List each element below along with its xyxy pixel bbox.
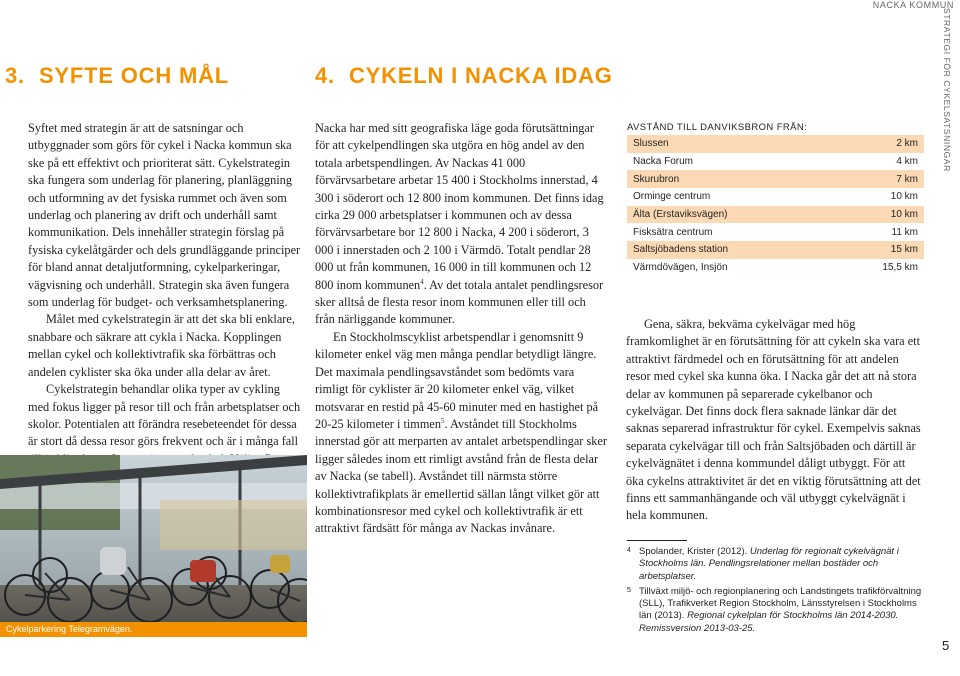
distance-cell: 7 km [896, 173, 918, 185]
footnote [627, 586, 927, 635]
distance-cell: 4 km [896, 156, 918, 168]
paragraph: Syftet med strategin är att de satsningar och utbyggnader som görs för cykel i Nacka kommun ska ske på ett effektivt och prioriterat sätt. Cykelstrategin ska fungera som underlag för planering, planläggning och utformning av det fysiska rummet och även som underlag och planering av drift och underhåll samt kommunikation. Dels innehåller strategin förslag på fysiska cykelåtgärder och dels grundläggande principer för bland annat detaljutformning, cykelparkeringar, vägvisning och underhåll. Strategin ska även fungera som underlag för budget- och verksamhetsplanering. [28, 121, 301, 310]
section-4-heading [315, 63, 613, 89]
table-row [627, 135, 924, 153]
section-4-body [315, 120, 607, 538]
distance-cell: 2 km [896, 138, 918, 150]
photo-caption: Cykelparkering Telegramvägen. [0, 622, 307, 637]
distance-table [627, 135, 924, 277]
table-row [627, 170, 924, 188]
section-number: 4. [315, 63, 335, 88]
place-cell: Orminge centrum [633, 191, 711, 203]
page-number: 5 [942, 638, 950, 653]
table-row [627, 188, 924, 206]
table-row [627, 241, 924, 259]
section-title: CYKELN I NACKA IDAG [348, 63, 613, 88]
table-row [627, 223, 924, 241]
distance-cell: 10 km [890, 209, 918, 221]
table-row [627, 259, 924, 277]
distance-cell: 15,5 km [882, 262, 918, 274]
publisher-label: NACKA KOMMUN [872, 0, 954, 10]
paragraph: Målet med cykelstrategin är att det ska bli enklare, snabbare och säkrare att cykla i Nacka. Kopplingen mellan cykel och kollektivtrafik ska förbättras och andelen cyklister ska öka under alla delar av året. [28, 312, 295, 379]
footnote-divider [627, 540, 687, 541]
footnote-number: 4 [627, 547, 631, 554]
footnote-ref[interactable]: 4 [420, 277, 424, 286]
footnotes [627, 546, 927, 638]
distance-cell: 11 km [891, 226, 918, 238]
paragraph: Gena, säkra, bekväma cykelvägar med hög framkomlighet är en förutsättning för att cykeln ska vara ett attraktivt färdmedel och en förutsättning för att andelen resor med cykel ska kunna öka. I Nacka går det att nå stora delar av kommunen på separerade cykelbanor och cykelvägar. Det finns dock flera saknade länkar där det saknas separerad infrastruktur för cykel. Exempelvis saknas separata cykelvägar till och från Saltsjöbaden och därtill är cykelvägnätet i denna kommundel dåligt utbyggt. För att öka cykelns attraktivitet är det en viktig förutsättning att det finns ett sammanhängande och väl utbyggt cykelvägnät i hela kommunen. [626, 317, 921, 523]
footnote [627, 546, 927, 583]
footnote-text: Spolander, Krister (2012). Underlag för regionalt cykelvägnät i Stockholms län. Pendlingsrelationer mellan bostäder och arbetsplatser. [639, 546, 899, 582]
distance-cell: 10 km [890, 191, 918, 203]
paragraph: En Stockholmscyklist arbetspendlar i genomsnitt 9 kilometer enkel väg men många pendlar betydligt längre. Det maximala pendlingsavståndet som bedömts vara rimligt för cyklister är 20 kilometer enkel väg, vilket motsvarar en restid på 45-60 minuter med en hastighet på 20-25 kilometer i timmen$^5$. Avståndet till Stockholms innerstad gör att merparten av antalet arbetspendlingar sker ligger således inom ett rimligt avstånd från de flesta delar av Nacka (se tabell). Avståndet till närmsta större kollektivtrafikplats är emellertid sällan långt vilket gör att kombinationsresor med cykel och kollektivtrafik är ett attraktivt färdsätt för många av Nackas invånare. [315, 329, 607, 536]
place-cell: Nacka Forum [633, 156, 694, 168]
paragraph: Nacka har med sitt geografiska läge goda förutsättningar för att cykelpendlingen ska utgöra en hög andel av den totala arbetspendlingen. Av Nackas 41 000 förvärvsarbetare arbetar 15 400 i Stockholms innerstad, 4 300 i söderort och 12 800 inom kommunen. Det finns idag cirka 29 000 arbetsplatser i kommunen och av dessa förvärvsarbetare bor 12 800 i Nacka, 4 200 i söderort, 3 000 i innerstaden och 2 100 i Värmdö. Totalt pendlar 28 000 ut från kommunen, 16 000 in till kommunen och 12 800 inom kommunen$^4$. Av det totala antalet pendlingsresor sker alltså de flesta resor inom kommunen eller till och från närliggande kommuner. [315, 121, 604, 327]
footnote-text: Tillväxt miljö- och regionplanering och Landstingets trafikförvaltning (SLL), Trafikverket Region Stockholm, Länsstyrelsen i Stockholms län (2013). Regional cykelplan för Stockholms län 2014-2030. Remissversion 2013-03-25. [639, 585, 922, 634]
section-number: 3. [5, 63, 25, 88]
distance-cell: 15 km [890, 244, 918, 256]
table-row [627, 153, 924, 171]
place-cell: Saltsjöbadens station [633, 244, 729, 256]
place-cell: Värmdövägen, Insjön [633, 262, 728, 274]
place-cell: Slussen [633, 138, 669, 150]
place-cell: Fisksätra centrum [633, 226, 713, 238]
place-cell: Skurubron [633, 173, 680, 185]
table-row [627, 206, 924, 224]
paragraph: Cykelstrategin behandlar olika typer av cykling med fokus ligger på resor till och från arbetsplatser och skolor. Potentialen att förändra resebeteendet för dessa är stort då dessa resor görs frekvent och är i många fall [28, 382, 301, 449]
section-3-heading [5, 63, 229, 89]
section-4-body-continued [626, 316, 924, 525]
document-side-label: STRATEGI FÖR CYKELSATSNINGAR [942, 8, 952, 172]
footnote-ref[interactable]: 5 [441, 416, 445, 425]
section-title: SYFTE OCH MÅL [38, 63, 230, 88]
distance-table-title: AVSTÅND TILL DANVIKSBRON FRÅN: [627, 122, 808, 133]
section-3-body [28, 120, 304, 503]
place-cell: Älta (Erstaviksvägen) [633, 209, 728, 221]
bicycle-parking-photo [0, 455, 307, 636]
footnote-number: 5 [627, 586, 631, 594]
